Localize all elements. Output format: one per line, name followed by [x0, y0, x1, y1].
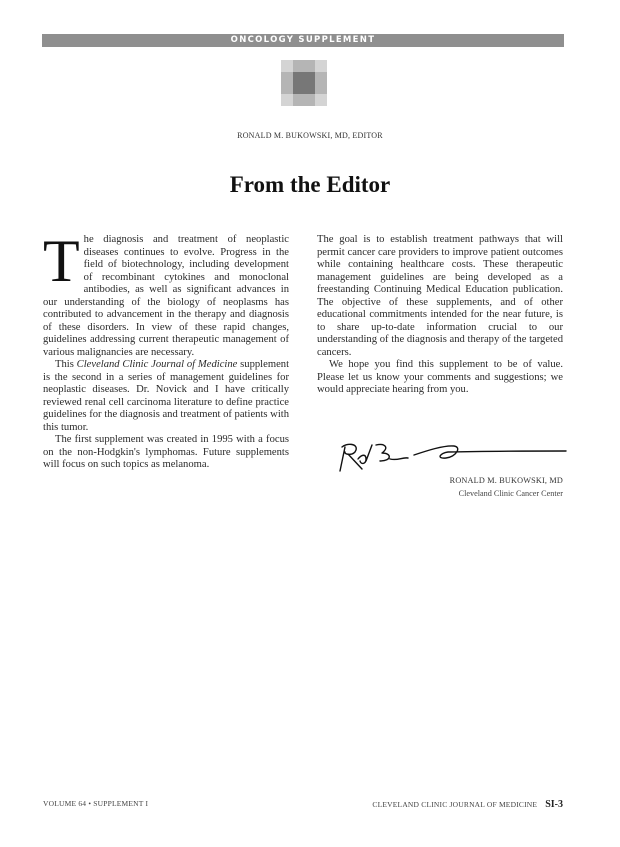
goal-paragraph: The goal is to establish treatment pathways that will permit cancer care providers to improve patient outcomes while containing healthcare costs. These therapeutic management guidelines are being developed as a freestanding Continuing Medical Education publication. The objective of these supplements, and of other educational commitments intended for the near future, is to share up-to-date information crucial to our understanding of the diagnosis and therapy of the targeted cancers. [317, 234, 563, 358]
page-title: From the Editor [229, 172, 391, 197]
square-logo-icon [281, 60, 327, 106]
journal-paragraph-rest: supplement is the second in a series of management guidelines for neoplastic diseases. Dr. Novick and I have critically reviewed renal cell carcinoma literature to define practice guidelines for the diagnosis and treatment of patients with this tumor. [43, 359, 290, 433]
left-column [43, 228, 290, 472]
journal-name: Cleveland Clinic Journal of Medicine [76, 359, 238, 370]
footer-volume: VOLUME 64 • SUPPLEMENT I [43, 799, 149, 808]
closing-paragraph: We hope you find this supplement to be of value. Please let us know your comments and suggestions; we would appreciate hearing from you. [317, 359, 563, 395]
section-banner: ONCOLOGY SUPPLEMENT [42, 34, 564, 47]
journal-paragraph-lead: This [55, 359, 77, 370]
signature-name: RONALD M. BUKOWSKI, MD [449, 476, 563, 485]
right-column [317, 234, 563, 397]
journal-paragraph [43, 359, 289, 434]
footer-journal-name: CLEVELAND CLINIC JOURNAL OF MEDICINE [372, 800, 538, 809]
drop-cap: T [43, 228, 80, 294]
footer-journal [372, 799, 563, 810]
editor-credit: RONALD M. BUKOWSKI, MD, EDITOR [237, 131, 383, 140]
page-number: SI-3 [545, 799, 563, 810]
signature-affiliation: Cleveland Clinic Cancer Center [458, 489, 563, 498]
intro-text: he diagnosis and treatment of neoplastic diseases continues to evolve. Progress in the field of biotechnology, including development of recombinant cytokines and monoclonal antibodies, as well as significant advances in our understanding of the biology of neoplasms has contributed to advancement in the therapy and diagnosis of these disorders. In view of these rapid changes, guidelines addressing current therapeutic management of various malignancies are necessary. [43, 234, 289, 358]
handwritten-signature [336, 437, 568, 475]
intro-paragraph [43, 228, 289, 359]
history-paragraph: The first supplement was created in 1995 with a focus on the non-Hodgkin's lymphomas. Future supplements will focus on such topics as melanoma. [43, 434, 289, 470]
